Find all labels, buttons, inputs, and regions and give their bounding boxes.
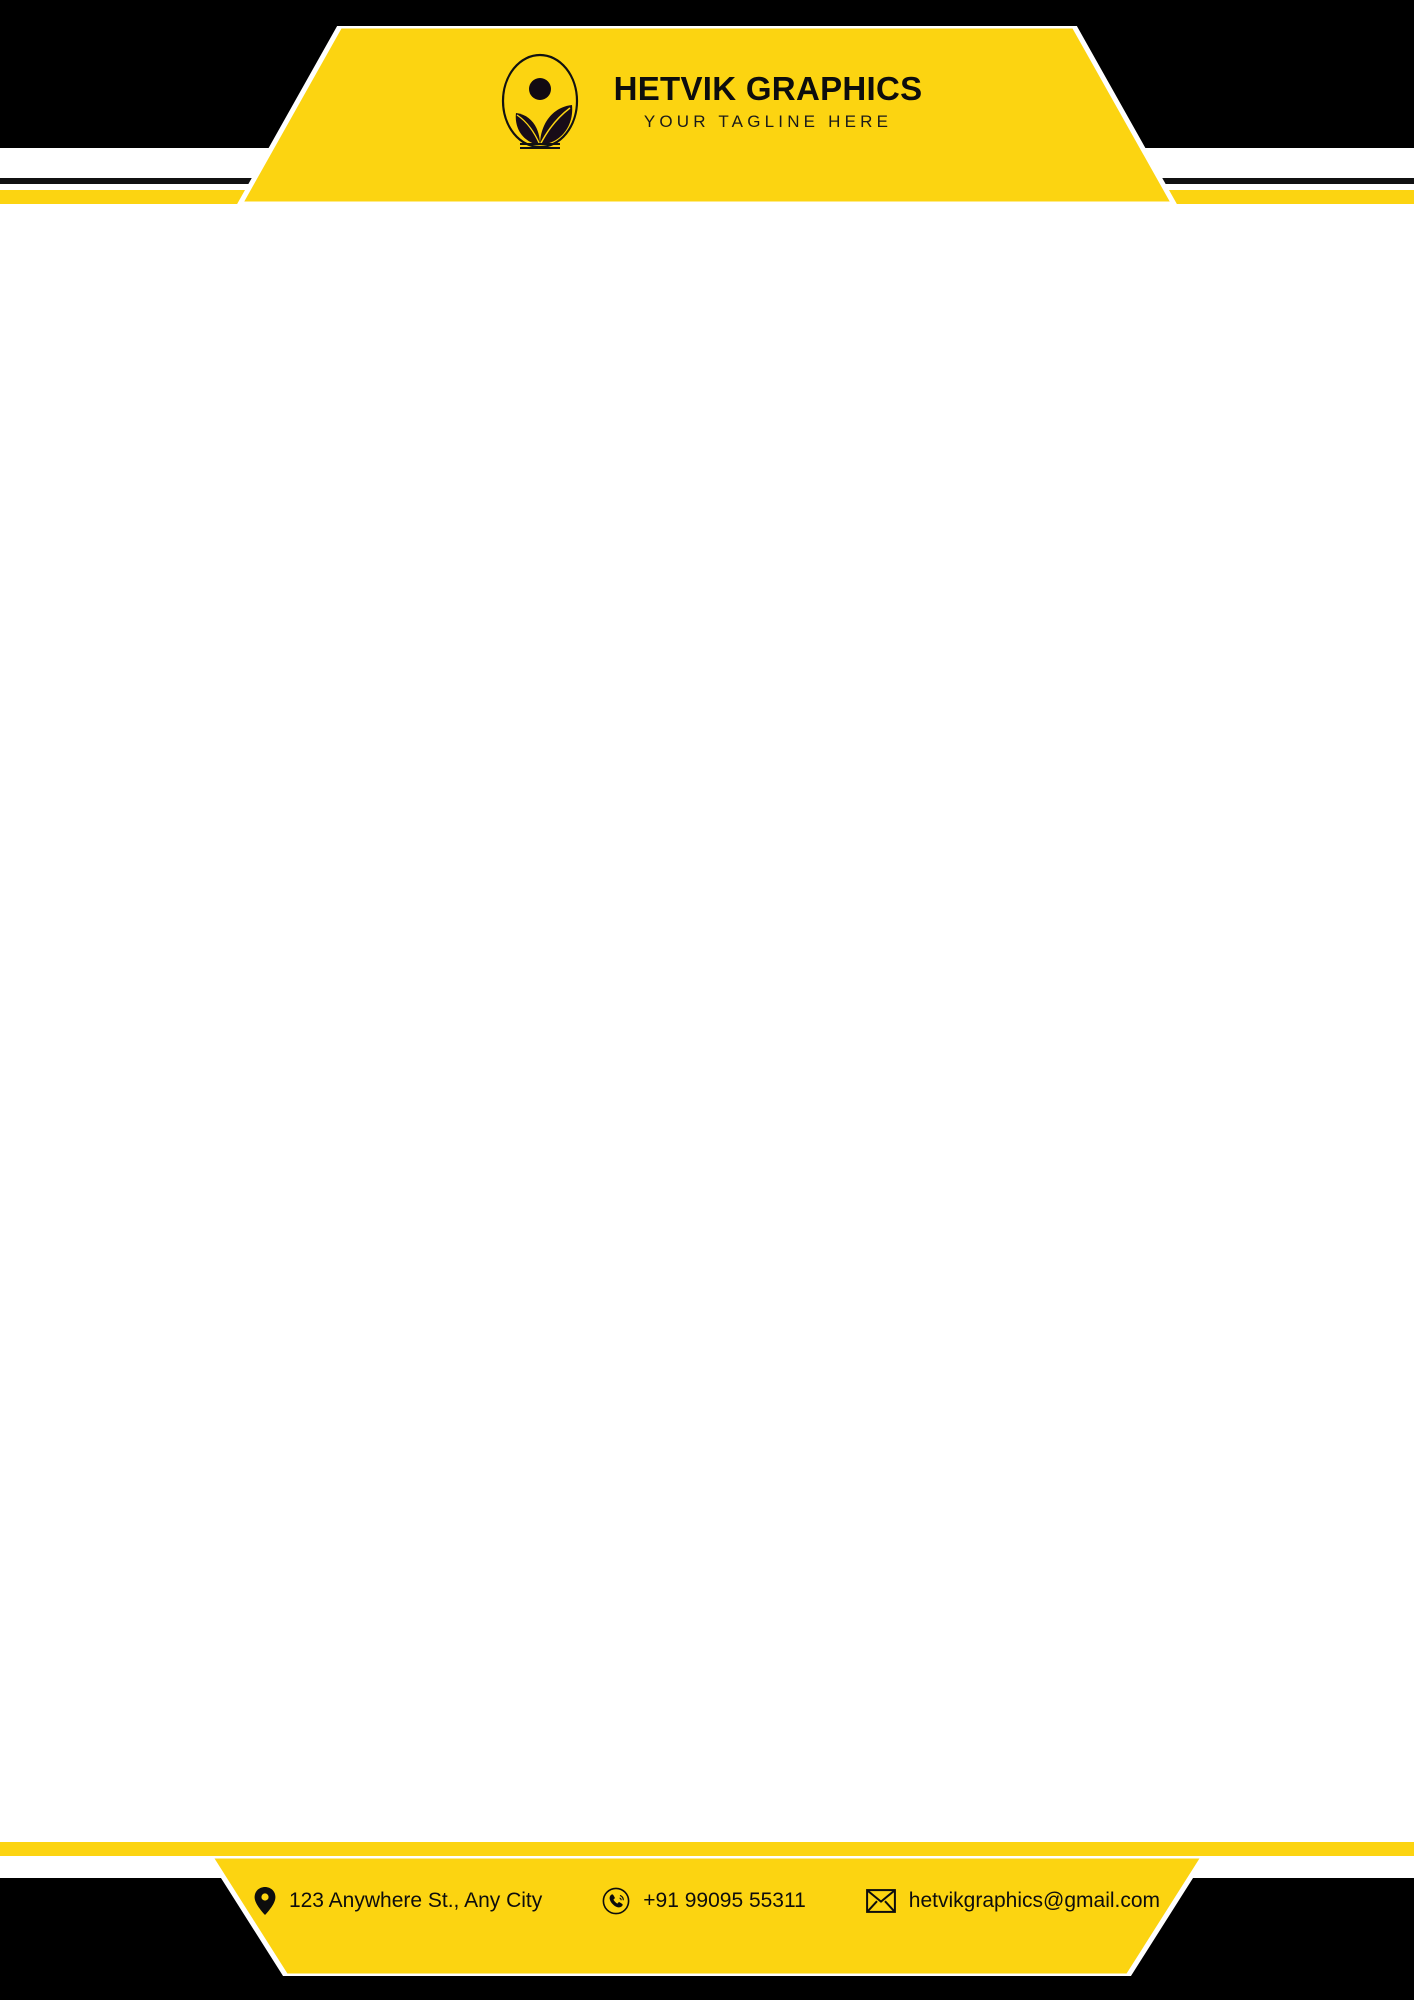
- footer-email-item[interactable]: [866, 1889, 1160, 1913]
- phone-icon: [602, 1887, 630, 1915]
- leaf-person-circle-logo-icon: [492, 49, 588, 153]
- footer-address-item[interactable]: [254, 1887, 542, 1915]
- footer-phone-text: +91 99095 55311: [643, 1889, 806, 1912]
- envelope-icon: [866, 1889, 896, 1913]
- footer-address-text: 123 Anywhere St., Any City: [288, 1889, 543, 1912]
- brand-name: HETVIK GRAPHICS: [613, 69, 923, 107]
- footer-yellow-strip: [0, 1842, 1414, 1856]
- brand-text-block: [614, 70, 923, 133]
- paper-sheet: [0, 204, 1414, 1842]
- footer-contact-bar: [0, 1856, 1414, 1946]
- header-brand-block: [0, 26, 1414, 176]
- brand-tagline: YOUR TAGLINE HERE: [643, 112, 893, 132]
- location-pin-icon: [254, 1887, 276, 1915]
- footer-email-text: hetvikgraphics@gmail.com: [908, 1889, 1161, 1912]
- footer-phone-item[interactable]: [602, 1887, 806, 1915]
